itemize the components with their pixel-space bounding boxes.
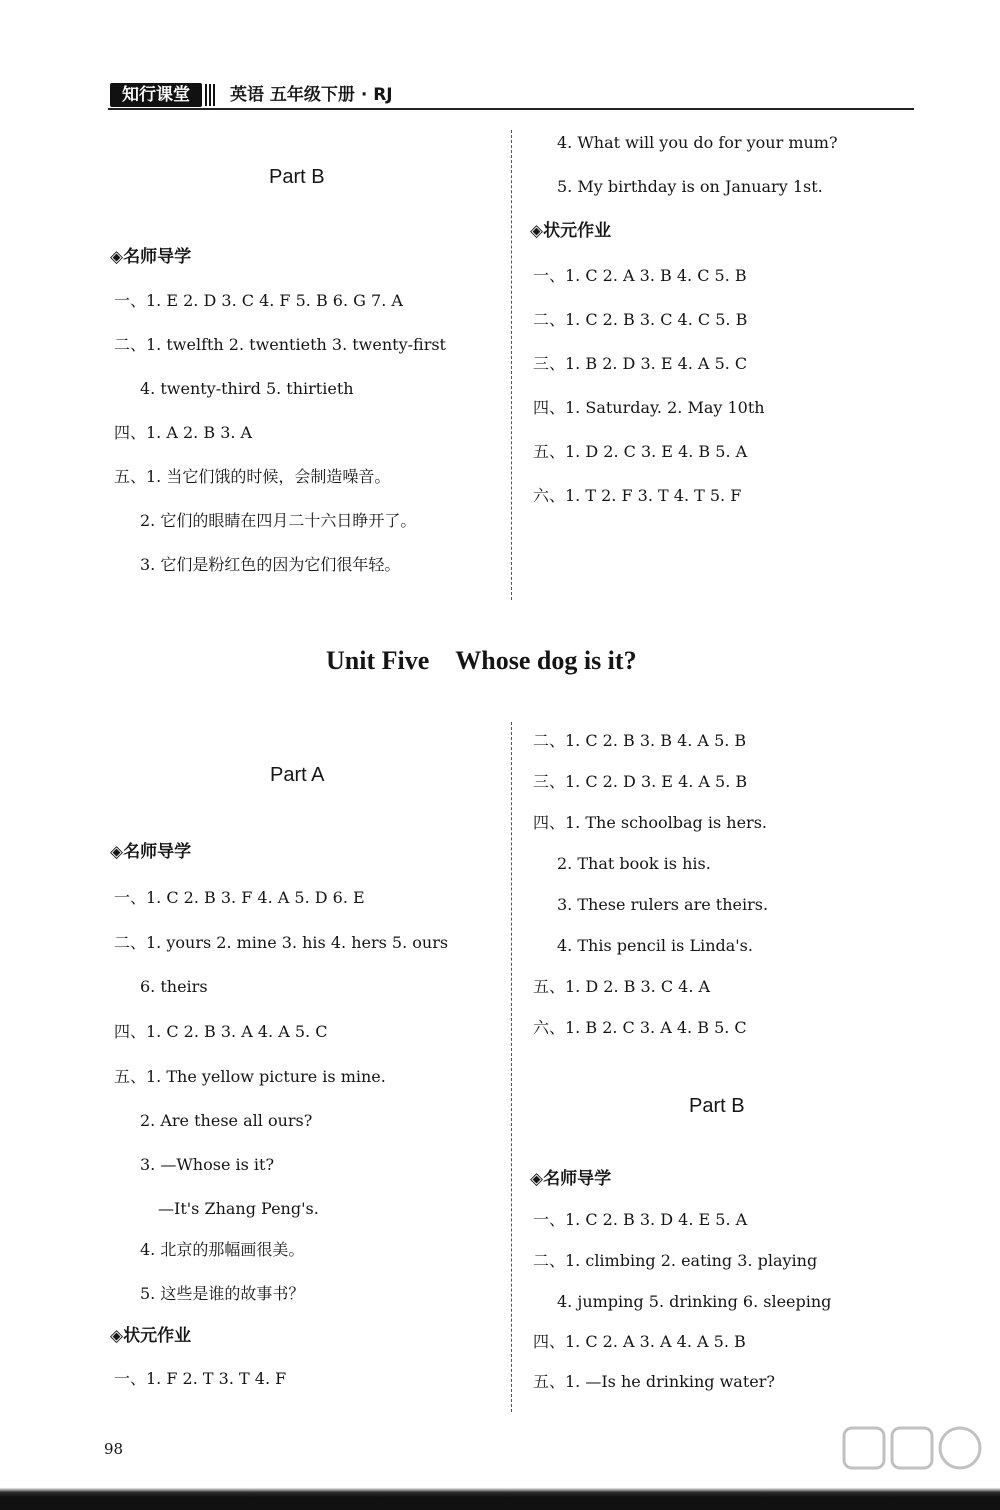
answer-line: 六、1. T 2. F 3. T 4. T 5. F: [533, 486, 742, 505]
series-badge: 知行课堂: [110, 83, 202, 107]
section-heading-guide-top: ◈名师导学: [110, 247, 192, 267]
answer-line: 6. theirs: [140, 977, 208, 996]
answer-line: 五、1. 当它们饿的时候，会制造噪音。: [114, 467, 391, 486]
answer-line: 2. That book is his.: [557, 854, 711, 873]
answer-line: 3. —Whose is it?: [140, 1155, 275, 1174]
answer-line: —It's Zhang Peng's.: [158, 1199, 319, 1218]
section-heading-homework-top: ◈状元作业: [530, 221, 612, 241]
answer-line: 一、1. F 2. T 3. T 4. F: [114, 1369, 287, 1388]
answer-line: 四、1. C 2. B 3. A 4. A 5. C: [114, 1022, 328, 1041]
column-divider-bottom: [511, 722, 512, 1412]
answer-line: 四、1. A 2. B 3. A: [114, 423, 253, 442]
answer-line: 3. 它们是粉红色的因为它们很年轻。: [140, 555, 401, 574]
answer-line: 4. jumping 5. drinking 6. sleeping: [557, 1292, 832, 1311]
header-subject: 英语 五年级下册 · RJ: [230, 85, 393, 105]
unit-title: Unit Five Whose dog is it?: [326, 646, 637, 675]
answer-line: 4. 北京的那幅画很美。: [140, 1240, 305, 1259]
part-b-title-bottom: Part B: [689, 1095, 745, 1117]
part-a-title: Part A: [270, 764, 325, 786]
badge-decoration: [205, 84, 217, 106]
answer-line: 一、1. C 2. B 3. F 4. A 5. D 6. E: [114, 888, 365, 907]
answer-line: 一、1. E 2. D 3. C 4. F 5. B 6. G 7. A: [114, 291, 403, 310]
answer-line: 四、1. The schoolbag is hers.: [533, 813, 767, 832]
answer-line: 二、1. yours 2. mine 3. his 4. hers 5. ours: [114, 933, 449, 952]
scan-edge: [0, 1478, 1000, 1510]
answer-line: 四、1. Saturday. 2. May 10th: [533, 398, 765, 417]
section-heading-guide-bottom: ◈名师导学: [110, 842, 192, 862]
section-heading-guide-right: ◈名师导学: [530, 1169, 612, 1189]
answer-line: 三、1. B 2. D 3. E 4. A 5. C: [533, 354, 748, 373]
answer-line: 4. This pencil is Linda's.: [557, 936, 753, 955]
column-divider-top: [511, 130, 512, 600]
answer-line: 5. 这些是谁的故事书？: [140, 1284, 305, 1303]
part-b-title-top: Part B: [269, 166, 325, 188]
section-heading-homework-bottom: ◈状元作业: [110, 1326, 192, 1346]
answer-line: 二、1. climbing 2. eating 3. playing: [533, 1251, 818, 1270]
answer-line: 四、1. C 2. A 3. A 4. A 5. B: [533, 1332, 746, 1351]
answer-line: 2. Are these all ours?: [140, 1111, 313, 1130]
answer-line: 三、1. C 2. D 3. E 4. A 5. B: [533, 772, 748, 791]
answer-line: 一、1. C 2. A 3. B 4. C 5. B: [533, 266, 747, 285]
answer-line: 2. 它们的眼睛在四月二十六日睁开了。: [140, 511, 417, 530]
answer-line: 4. twenty-third 5. thirtieth: [140, 379, 354, 398]
answer-line: 六、1. B 2. C 3. A 4. B 5. C: [533, 1018, 747, 1037]
answer-line: 五、1. D 2. B 3. C 4. A: [533, 977, 711, 996]
answer-line: 3. These rulers are theirs.: [557, 895, 769, 914]
answer-line: 二、1. C 2. B 3. B 4. A 5. B: [533, 731, 747, 750]
answer-line: 一、1. C 2. B 3. D 4. E 5. A: [533, 1210, 748, 1229]
answer-line: 二、1. C 2. B 3. C 4. C 5. B: [533, 310, 748, 329]
page-number: 98: [104, 1440, 124, 1458]
answer-line: 五、1. The yellow picture is mine.: [114, 1067, 386, 1086]
answer-line: 五、1. D 2. C 3. E 4. B 5. A: [533, 442, 748, 461]
answer-line: 二、1. twelfth 2. twentieth 3. twenty-first: [114, 335, 446, 354]
answer-line: 5. My birthday is on January 1st.: [557, 177, 823, 196]
answer-line: 五、1. —Is he drinking water?: [533, 1372, 775, 1391]
header-rule: [108, 108, 914, 110]
answer-line: 4. What will you do for your mum?: [557, 133, 838, 152]
